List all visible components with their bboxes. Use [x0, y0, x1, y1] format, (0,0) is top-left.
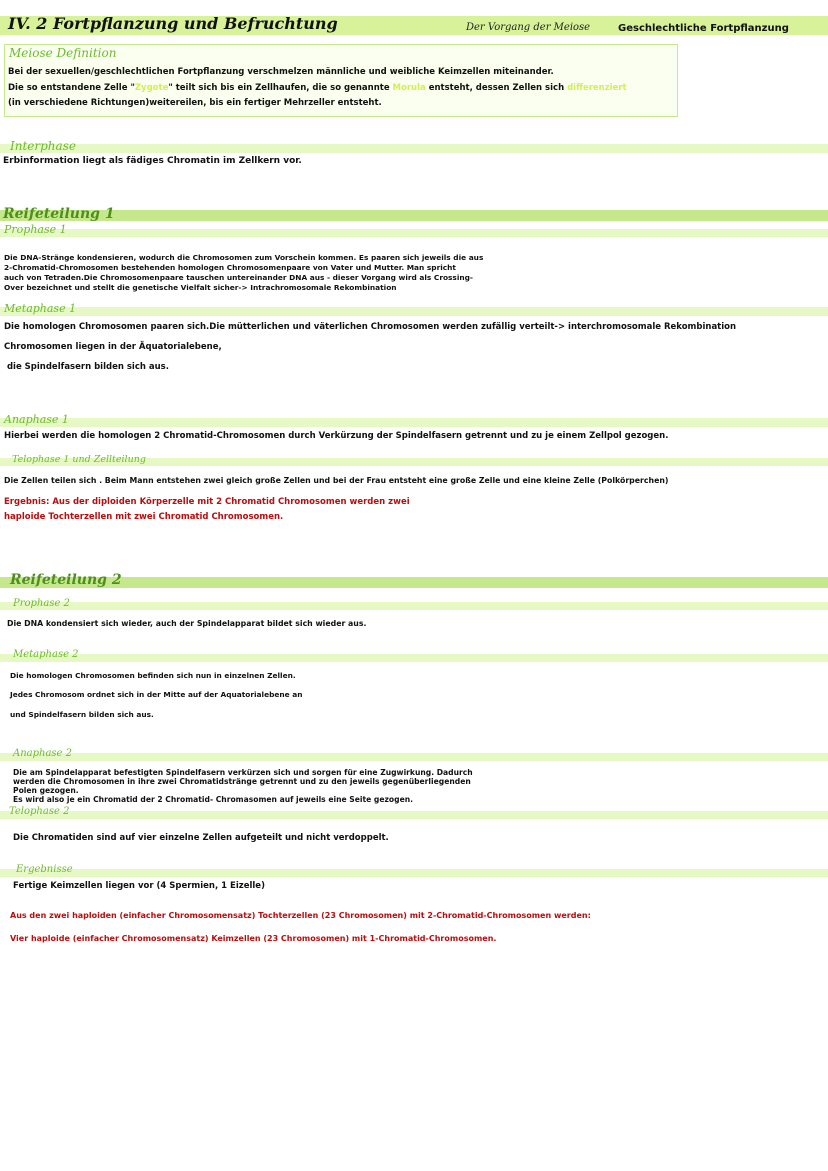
- page-title: IV. 2 Fortpflanzung und Befruchtung: [8, 14, 338, 33]
- highlight-zygote: Zygote: [134, 83, 169, 93]
- topic-label: Geschlechtliche Fortpflanzung: [618, 23, 789, 34]
- definition-line-1: Bei der sexuellen/geschlechtlichen Fortpflanzung verschmelzen männliche und weibliche Keimzellen miteinander.: [8, 67, 554, 77]
- metaphase1-line-2: Chromosomen liegen in der Äquatorialebene,: [4, 342, 222, 352]
- anaphase1-band: [0, 418, 828, 427]
- metaphase2-band: [0, 654, 828, 662]
- reifeteilung2-heading: Reifeteilung 2: [10, 572, 122, 588]
- metaphase1-line-3: die Spindelfasern bilden sich aus.: [4, 362, 169, 372]
- telophase2-band: [0, 811, 828, 819]
- telophase1-text: Die Zellen teilen sich . Beim Mann entstehen zwei gleich große Zellen und bei der Frau entsteht eine große Zelle und eine kleine Zelle (Polkörperchen): [4, 476, 669, 485]
- interphase-text: Erbinformation liegt als fädiges Chromatin im Zellkern vor.: [3, 156, 302, 166]
- anaphase1-text: Hierbei werden die homologen 2 Chromatid-Chromosomen durch Verkürzung der Spindelfasern getrennt und zu je einem Zellpol gezogen.: [4, 431, 669, 441]
- metaphase2-line-1: Die homologen Chromosomen befinden sich nun in einzelnen Zellen.: [10, 671, 296, 680]
- ergebnis1-line-2: haploide Tochterzellen mit zwei Chromatid Chromosomen.: [4, 512, 284, 522]
- prophase1-band: [0, 229, 828, 237]
- interphase-heading: Interphase: [10, 139, 76, 153]
- reifeteilung1-heading: Reifeteilung 1: [3, 206, 115, 222]
- metaphase2-line-2: Jedes Chromosom ordnet sich in der Mitte auf der Aquatorialebene an: [10, 690, 303, 699]
- definition-line-3: (in verschiedene Richtungen)weitereilen, bis ein fertiger Mehrzeller entsteht.: [8, 98, 382, 108]
- prophase1-line-2: 2-Chromatid-Chromosomen bestehenden homologen Chromosomenpaare von Vater und Mutter. Man spricht: [4, 263, 456, 272]
- highlight-morula: Morula: [392, 83, 426, 93]
- prophase1-heading: Prophase 1: [4, 223, 67, 236]
- anaphase2-band: [0, 753, 828, 761]
- anaphase2-line-2: werden die Chromosomen in ihre zwei Chromatidstränge getrennt und zu den jeweils gegenüberliegenden: [13, 777, 471, 786]
- anaphase2-line-1: Die am Spindelapparat befestigten Spindelfasern verkürzen sich und sorgen für eine Zugwirkung. Dadurch: [13, 768, 473, 777]
- ergebnisse-band: [0, 869, 828, 877]
- highlight-differenziert: differenziert: [567, 83, 627, 93]
- ergebnisse-red-line-2: Vier haploide (einfacher Chromosomensatz) Keimzellen (23 Chromosomen) mit 1-Chromatid-Chromosomen.: [10, 934, 497, 943]
- telophase2-heading: Telophase 2: [9, 806, 70, 817]
- prophase2-band: [0, 602, 828, 610]
- reifeteilung1-band: [0, 210, 828, 221]
- anaphase2-line-3: Polen gezogen.: [13, 786, 79, 795]
- prophase1-line-1: Die DNA-Stränge kondensieren, wodurch die Chromosomen zum Vorschein kommen. Es paaren sich jeweils die aus: [4, 253, 484, 262]
- prophase2-heading: Prophase 2: [13, 598, 70, 609]
- prophase1-line-4: Over bezeichnet und stellt die genetische Vielfalt sicher-> Intrachromosomale Rekombination: [4, 283, 397, 292]
- metaphase2-line-3: und Spindelfasern bilden sich aus.: [10, 710, 154, 719]
- anaphase2-line-4: Es wird also je ein Chromatid der 2 Chromatid- Chromasomen auf jeweils eine Seite gezogen.: [13, 795, 414, 804]
- reifeteilung2-band: [0, 577, 828, 588]
- metaphase1-heading: Metaphase 1: [4, 302, 77, 315]
- telophase1-heading: Telophase 1 und Zellteilung: [12, 454, 146, 465]
- anaphase1-heading: Anaphase 1: [4, 413, 69, 426]
- definition-heading: Meiose Definition: [9, 46, 117, 60]
- interphase-band: [0, 144, 828, 153]
- definition-line-2: Die so entstandene Zelle "Zygote" teilt sich bis ein Zellhaufen, die so genannte Morula entsteht, dessen Zellen sich differenziert: [8, 83, 627, 93]
- telophase2-text: Die Chromatiden sind auf vier einzelne Zellen aufgeteilt und nicht verdoppelt.: [13, 833, 389, 843]
- ergebnisse-red-line-1: Aus den zwei haploiden (einfacher Chromosomensatz) Tochterzellen (23 Chromosomen) mit 2-Chromatid-Chromosomen werden:: [10, 911, 591, 920]
- metaphase1-band: [0, 307, 828, 316]
- prophase1-line-3: auch von Tetraden.Die Chromosomenpaare tauschen untereinander DNA aus - dieser Vorgang wird als Crossing-: [4, 273, 473, 282]
- ergebnisse-heading: Ergebnisse: [16, 864, 73, 875]
- prophase2-text: Die DNA kondensiert sich wieder, auch der Spindelapparat bildet sich wieder aus.: [7, 619, 367, 628]
- ergebnisse-text: Fertige Keimzellen liegen vor (4 Spermien, 1 Eizelle): [13, 881, 265, 891]
- ergebnis1-line-1: Ergebnis: Aus der diploiden Körperzelle mit 2 Chromatid Chromosomen werden zwei: [4, 497, 410, 507]
- metaphase2-heading: Metaphase 2: [13, 649, 79, 660]
- page-subtitle: Der Vorgang der Meiose: [466, 22, 591, 33]
- anaphase2-heading: Anaphase 2: [13, 748, 73, 759]
- metaphase1-line-1: Die homologen Chromosomen paaren sich.Die mütterlichen und väterlichen Chromosomen werden zufällig verteilt-> interchromosomale Rekombination: [4, 322, 737, 332]
